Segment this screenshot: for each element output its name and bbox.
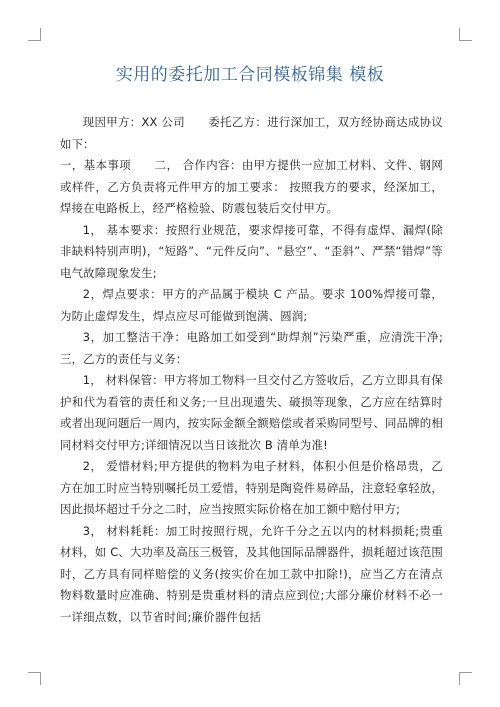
paragraph-basic-requirements: 1， 基本要求：按照行业规范，要求焊接可靠，不得有虚焊、漏焊(除非缺料特别声明)，“短路”、“元件反向”、“悬空”、“歪斜”、严禁“错焊”等电气故障现象发生;	[60, 222, 443, 280]
paragraph-basic-matters: 一，基本事项 二， 合作内容：由甲方提供一应加工材料、文件、钢网或样件，乙方负责将元件甲方的加工要求： 按照我方的要求，经深加工，焊接在电路板上，经严格检验、防震包装后交付甲方。	[60, 158, 443, 215]
paragraph-solder-requirements: 2，焊点要求：甲方的产品属于模块 C 产品。要求 100%焊接可靠，为防止虚焊发生，焊点应尽可能做到饱满、圆润;	[60, 287, 443, 323]
crop-mark-top-left	[28, 28, 41, 41]
document-title: 实用的委托加工合同模板锦集 模板	[115, 65, 385, 85]
paragraph-material-care: 2， 爱惜材料;甲方提供的物料为电子材料，体积小但是价格昂贵，乙方在加工时应当特别嘱托员工爱惜，特别是陶瓷件易碎品，注意轻拿轻放，因此损坏超过千分之二时，应当按照实际价格在加工额中赔付甲方;	[60, 459, 443, 516]
paragraph-material-custody: 1， 材料保管：甲方将加工物料一旦交付乙方签收后，乙方立即具有保护和代为看管的责任和义务;一旦出现遗失、破损等现象，乙方应在结算时或者出现问题后一周内，按实际金额全额赔偿或者采购同型号、同品牌的相同材料交付甲方;详细情况以当日该批次 B 清单为准!	[60, 373, 443, 452]
crop-mark-bottom-left	[28, 672, 41, 685]
paragraph-material-loss: 3， 材料耗耗：加工时按照行规，允许千分之五以内的材料损耗;贵重材料，如 C、大功率及高压三极管，及其他国际品牌器件，损耗超过该范围时，乙方具有同样赔偿的义务(按实价在加工款中扣除!)，应当乙方在清点物料数量时应准确、特别是贵重材料的清点应到位;大部分廉价材料不必一一详细点数，以节省时间;廉价器件包括	[60, 523, 443, 624]
paragraph-parties: 现因甲方：XX 公司 委托乙方：进行深加工，双方经协商达成协议如下：	[60, 115, 443, 151]
paragraph-cleanliness: 3，加工整洁干净：电路加工如受到“助焊剂”污染严重，应清洗干净; 三，乙方的责任与义务：	[60, 330, 443, 366]
crop-mark-top-right	[459, 28, 472, 41]
document-body	[60, 112, 443, 628]
crop-mark-bottom-right	[459, 672, 472, 685]
